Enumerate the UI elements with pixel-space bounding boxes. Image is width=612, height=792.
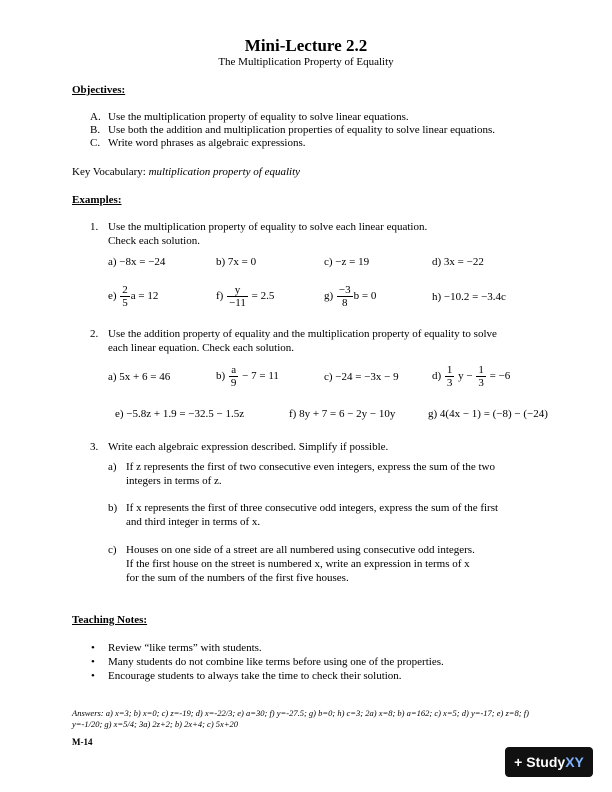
equation-rest: a = 12 xyxy=(130,290,159,303)
examples-heading: Examples: xyxy=(72,194,122,206)
teaching-note: Encourage students to always take the time to check their solution. xyxy=(108,670,402,682)
item-label: c) xyxy=(108,544,117,556)
teaching-note: Review “like terms” with students. xyxy=(108,642,262,654)
objective-text: Write word phrases as algebraic expressions. xyxy=(108,137,306,149)
denominator: 3 xyxy=(446,377,453,389)
key-vocabulary-label: Key Vocabulary: xyxy=(72,166,146,178)
bullet-icon: • xyxy=(91,656,95,668)
numerator: a xyxy=(229,364,239,377)
objective-text: Use the multiplication property of equality to solve linear equations. xyxy=(108,111,409,123)
example-number: 1. xyxy=(90,221,99,233)
equation: e) −5.8z + 1.9 = −32.5 − 1.5z xyxy=(115,408,245,420)
example-number: 2. xyxy=(90,328,99,340)
equation-label: e) xyxy=(108,290,117,303)
equation-label: g) xyxy=(324,290,334,303)
word-problem-text: If x represents the first of three consecutive odd integers, express the sum of the first xyxy=(126,502,499,514)
equation xyxy=(108,284,158,309)
key-vocabulary-term: multiplication property of equality xyxy=(148,166,301,178)
bullet-icon: • xyxy=(91,642,95,654)
example-instruction: Check each solution. xyxy=(108,235,200,247)
equation-rest: − 7 = 11 xyxy=(242,370,279,383)
equation xyxy=(324,284,376,309)
denominator: 5 xyxy=(122,297,128,309)
equation-rest: = −6 xyxy=(489,370,511,383)
denominator: −11 xyxy=(229,297,246,309)
numerator: y xyxy=(227,284,248,297)
page-number: M-14 xyxy=(72,737,93,747)
word-problem-text: If z represents the first of two consecutive even integers, express the sum of the two xyxy=(126,461,495,473)
fraction xyxy=(229,364,239,389)
numerator: 1 xyxy=(478,364,484,376)
fraction xyxy=(120,284,130,309)
denominator: 8 xyxy=(342,297,348,309)
example-instruction: Use the multiplication property of equality to solve each linear equation. xyxy=(108,221,428,233)
word-problem-text: integers in terms of z. xyxy=(126,475,222,487)
word-problem-text: Houses on one side of a street are all numbered using consecutive odd integers. xyxy=(126,544,475,556)
studyxy-logo[interactable] xyxy=(505,747,593,777)
plus-icon: + xyxy=(514,754,523,770)
fraction xyxy=(476,364,486,389)
logo-text: StudyXY xyxy=(526,754,584,770)
equation: h) −10.2 = −3.4c xyxy=(432,291,506,303)
example-instruction: Use the addition property of equality and the multiplication property of equality to solve xyxy=(108,328,497,340)
equation-label: b) xyxy=(216,370,226,383)
fraction xyxy=(445,364,455,389)
equation-rest: y − xyxy=(458,370,473,383)
answer-key: Answers: a) x=3; b) x=0; c) z=-19; d) x=-22/3; e) a=30; f) y=-27.5; g) b=0; h) c=3; 2a) x=8; b) a=162; c) x=5; d) y=-17; e) z=8; f) y=-1/20; g) x=5/4; 3a) 2z+2; b) 2x+4; c) 5x+20 xyxy=(72,708,529,729)
example-instruction: Write each algebraic expression described. Simplify if possible. xyxy=(108,441,389,453)
word-problem-text: for the sum of the numbers of the first five houses. xyxy=(126,572,349,584)
equation xyxy=(216,284,274,309)
equation: a) 5x + 6 = 46 xyxy=(108,371,171,383)
denominator: 3 xyxy=(478,377,484,389)
objective-marker: A. xyxy=(90,111,101,123)
fraction xyxy=(227,284,248,309)
equation-label: f) xyxy=(216,290,224,303)
fraction xyxy=(337,284,353,309)
equation: c) −z = 19 xyxy=(324,256,370,268)
bullet-icon: • xyxy=(91,670,95,682)
objective-marker: B. xyxy=(90,124,101,136)
numerator: 1 xyxy=(446,364,453,376)
equation: g) 4(4x − 1) = (−8) − (−24) xyxy=(428,408,548,420)
equation: c) −24 = −3x − 9 xyxy=(324,371,399,383)
objective-marker: C. xyxy=(90,137,101,149)
key-vocabulary xyxy=(72,166,300,179)
example-number: 3. xyxy=(90,441,99,453)
equation-rest: = 2.5 xyxy=(251,290,275,303)
equation: f) 8y + 7 = 6 − 2y − 10y xyxy=(289,408,396,420)
page-title: Mini-Lecture 2.2 xyxy=(244,36,368,55)
example-instruction: each linear equation. Check each solution. xyxy=(108,342,295,354)
word-problem-text: and third integer in terms of x. xyxy=(126,516,261,528)
teaching-note: Many students do not combine like terms before using one of the properties. xyxy=(108,656,444,668)
numerator: −3 xyxy=(338,284,351,296)
word-problem-text: If the first house on the street is numbered x, write an expression in terms of x xyxy=(126,558,470,570)
equation: a) −8x = −24 xyxy=(108,256,166,268)
page-subtitle: The Multiplication Property of Equality xyxy=(218,56,394,68)
equation xyxy=(216,364,279,389)
equation-rest: b = 0 xyxy=(353,290,377,303)
denominator: 9 xyxy=(230,377,237,389)
numerator: 2 xyxy=(122,284,128,296)
equation: b) 7x = 0 xyxy=(216,256,257,268)
item-label: b) xyxy=(108,502,118,514)
item-label: a) xyxy=(108,461,117,473)
objectives-heading: Objectives: xyxy=(72,84,126,96)
equation xyxy=(432,364,510,389)
teaching-notes-heading: Teaching Notes: xyxy=(72,614,148,626)
equation-label: d) xyxy=(432,370,442,383)
objective-text: Use both the addition and multiplication properties of equality to solve linear equations. xyxy=(108,124,496,136)
equation: d) 3x = −22 xyxy=(432,256,484,268)
